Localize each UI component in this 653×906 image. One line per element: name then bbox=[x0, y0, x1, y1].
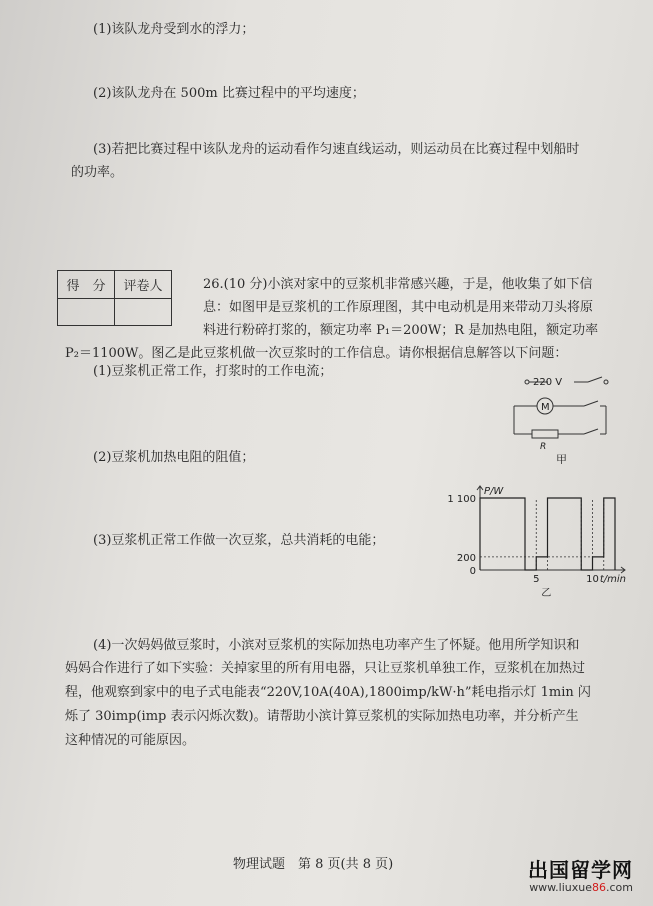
q26-sub4-line2: 妈妈合作进行了如下实验：关掉家里的所有用电器，只让豆浆机单独工作，豆浆机在加热过 bbox=[65, 661, 586, 676]
q26-intro-line4: P₂＝1100W。图乙是此豆浆机做一次豆浆时的工作信息。请你根据信息解答以下问题： bbox=[65, 346, 568, 361]
q26-sub1: (1)豆浆机正常工作，打浆时的工作电流； bbox=[93, 364, 333, 379]
terminal-left bbox=[525, 380, 529, 384]
q26-intro-line3: 料进行粉碎打浆的，额定功率 P₁＝200W；R 是加热电阻，额定功率 bbox=[203, 323, 599, 338]
chart-caption: 乙 bbox=[541, 588, 552, 599]
q26-sub4-line1: (4)一次妈妈做豆浆时，小滨对豆浆机的实际加热电功率产生了怀疑。他用所学知识和 bbox=[93, 638, 580, 653]
heater-switch bbox=[584, 429, 598, 434]
circuit-caption: 甲 bbox=[556, 453, 567, 464]
q25-part1: (1)该队龙舟受到水的浮力； bbox=[93, 22, 255, 37]
q26-intro-line2: 息：如图甲是豆浆机的工作原理图，其中电动机是用来带动刀头将原 bbox=[203, 300, 594, 315]
q26-sub4-line4: 烁了 30imp(imp 表示闪烁次数)。请帮助小滨计算豆浆机的实际加热电功率，并分析产生 bbox=[65, 709, 579, 724]
resistor-label: R bbox=[540, 442, 547, 452]
y-axis-label: P/W bbox=[484, 486, 504, 497]
circuit-diagram bbox=[500, 372, 620, 464]
x-axis-label: t/min bbox=[599, 574, 626, 585]
motor-label: M bbox=[541, 402, 550, 413]
q26-intro-line1: 26.(10 分)小滨对家中的豆浆机非常感兴趣，于是，他收集了如下信 bbox=[203, 277, 593, 292]
y-tick-label: 200 bbox=[456, 552, 476, 564]
q25-part3-line1: (3)若把比赛过程中该队龙舟的运动看作匀速直线运动，则运动员在比赛过程中划船时 bbox=[93, 142, 580, 157]
q26-sub4-line3: 程，他观察到家中的电子式电能表“220V,10A(40A),1800imp/kW·h”耗电指示灯 1min 闪 bbox=[65, 685, 591, 700]
watermark-logo bbox=[528, 859, 633, 894]
x-tick-label: 5 bbox=[533, 574, 540, 585]
heater-resistor bbox=[532, 430, 558, 438]
q25-part2: (2)该队龙舟在 500m 比赛过程中的平均速度； bbox=[93, 86, 365, 101]
grader-header: 评卷人 bbox=[115, 271, 172, 299]
terminal-right bbox=[604, 380, 608, 384]
watermark-title: 出国留学网 bbox=[528, 858, 633, 882]
y-tick-label: 1 100 bbox=[447, 494, 476, 505]
watermark-url: www.liuxue86.com bbox=[529, 881, 633, 894]
y-tick-label: 0 bbox=[469, 566, 476, 577]
x-tick-label: 10 bbox=[586, 574, 599, 585]
main-switch bbox=[588, 377, 602, 382]
power-time-chart bbox=[440, 472, 650, 600]
page-footer: 物理试题 第 8 页(共 8 页) bbox=[233, 857, 394, 872]
voltage-label: 220 V bbox=[533, 377, 563, 388]
q26-sub3: (3)豆浆机正常工作做一次豆浆，总共消耗的电能； bbox=[93, 533, 385, 548]
score-cell bbox=[58, 299, 115, 326]
q25-part3-line2: 的功率。 bbox=[71, 165, 124, 180]
motor-switch bbox=[584, 401, 598, 406]
score-header: 得 分 bbox=[58, 271, 115, 299]
q26-sub4-line5: 这种情况的可能原因。 bbox=[65, 733, 196, 748]
grader-cell bbox=[115, 299, 172, 326]
score-table bbox=[57, 270, 172, 326]
q26-sub2: (2)豆浆机加热电阻的阻值； bbox=[93, 450, 255, 465]
power-series-line bbox=[480, 498, 615, 570]
